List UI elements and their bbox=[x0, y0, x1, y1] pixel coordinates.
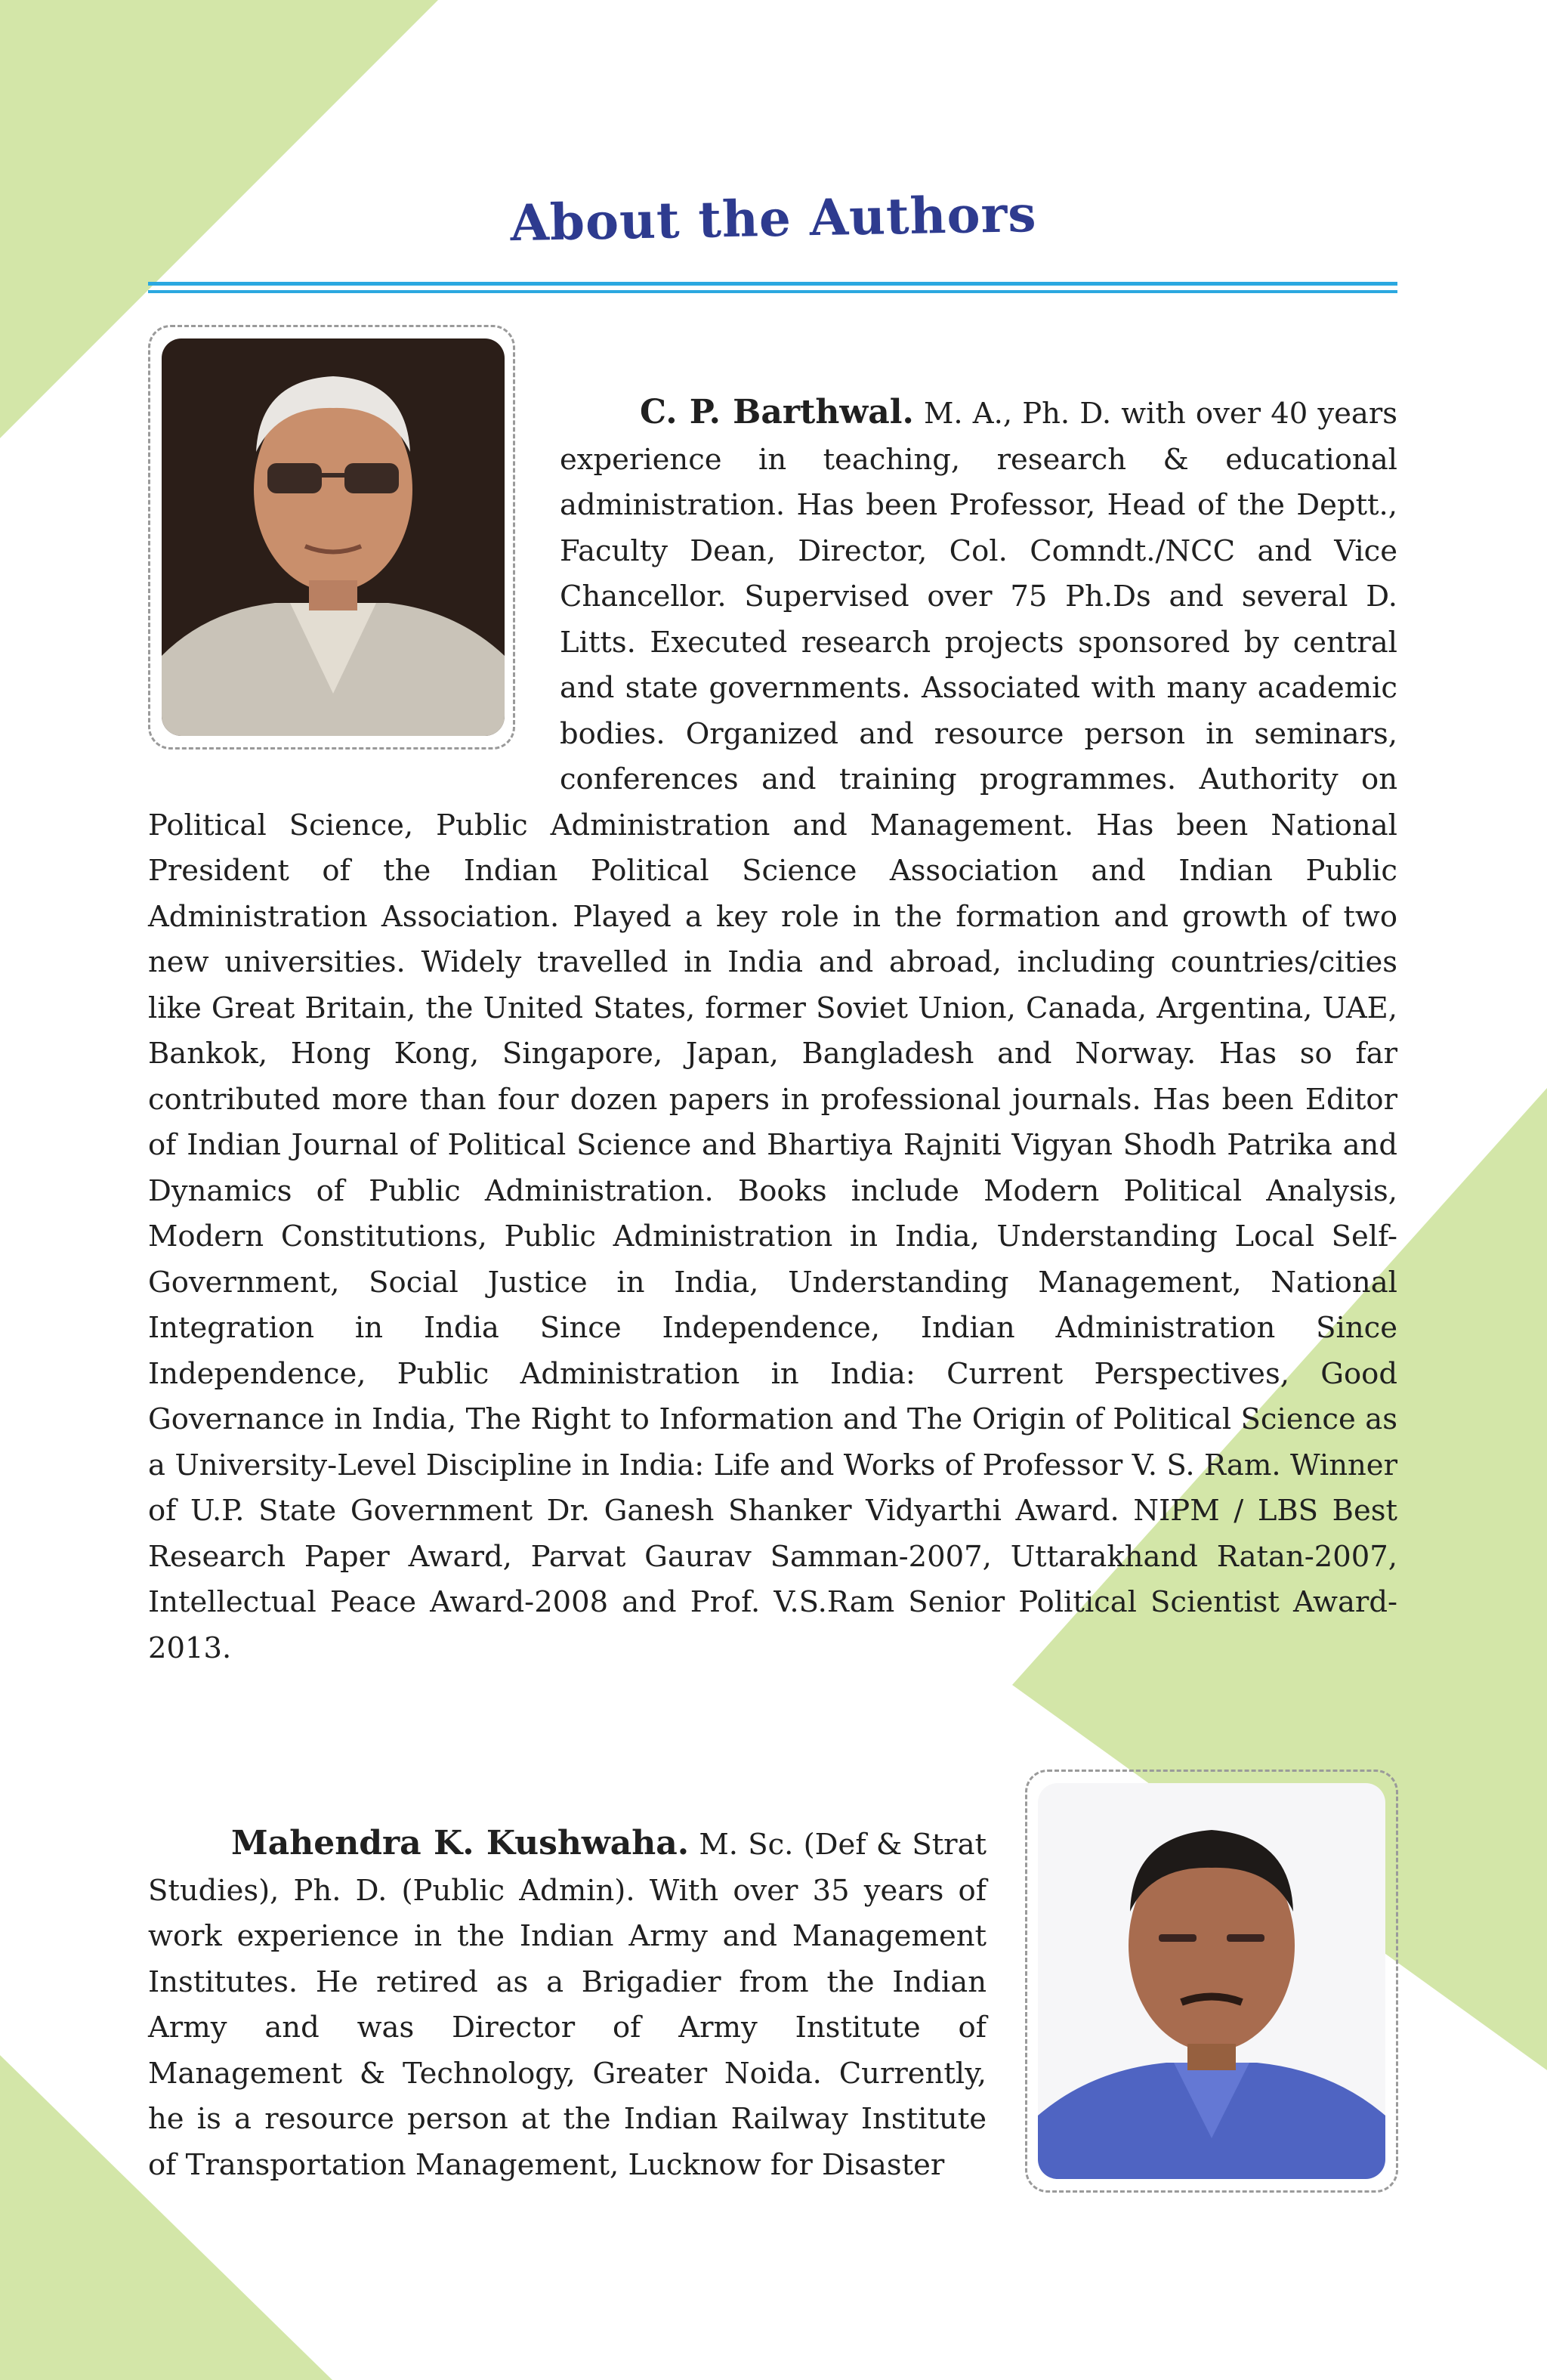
author-name: C. P. Barthwal. bbox=[640, 393, 914, 431]
page-title: About the Authors bbox=[509, 184, 1038, 253]
photo-wrap-space bbox=[148, 390, 560, 798]
portrait-photo bbox=[1038, 1783, 1385, 2179]
title-rule-bottom bbox=[148, 290, 1397, 293]
author-photo-kushwaha bbox=[1038, 1783, 1385, 2179]
author-name: Mahendra K. Kushwaha. bbox=[231, 1824, 690, 1862]
author-bio-text: M. A., Ph. D. with over 40 years experience in teaching, research & educational administration. Has been Professor, Head of the Deptt., Faculty Dean, Director, Col. Comndt./NCC and Vice Chancellor. Supervised over 75 Ph.Ds and several D. Litts. Executed research projects sponsored by central and state governments. Associated with many academic bodies. Organized and resource person in seminars, conferences and training programmes. Authority on Political Science, Public Administration and Management. Has been National President of the Indian Political Science Association and Indian Public Administration Association. Played a key role in the formation and growth of two new universities. Widely travelled in India and abroad, including countries/cities like Great Britain, the United States, former Soviet Union, Canada, Argentina, UAE, Bankok, Hong Kong, Singapore, Japan, Bangladesh and Norway. Has so far contributed more than four dozen papers in professional journals. Has been Editor of Indian Journal of Political Science and Bhartiya Rajniti Vigyan Shodh Patrika and Dynamics of Public Administration. Books include Modern Political Analysis, Modern Constitutions, Public Administration in India, Understanding Local Self-Government, Social Justice in India, Understanding Management, National Integration in India Since Independence, Indian Administration Since Independence, Public Administration in India: Current Perspectives, Good Governance in India, The Right to Information and The Origin of Political Science as a University-Level Discipline in India: Life and Works of Professor V. S. Ram. Winner of U.P. State Government Dr. Ganesh Shanker Vidyarthi Award. NIPM / LBS Best Research Paper Award, Parvat Gaurav Samman-2007, Uttarakhand Ratan-2007, Intellectual Peace Award-2008 and Prof. V.S.Ram Senior Political Scientist Award-2013. bbox=[148, 397, 1398, 1665]
author-bio-barthwal bbox=[148, 390, 1397, 1671]
author-bio-kushwaha bbox=[148, 1821, 987, 2188]
title-rule-top bbox=[148, 282, 1397, 286]
author-bio-text: M. Sc. (Def & Strat Studies), Ph. D. (Public Admin). With over 35 years of work experience in the Indian Army and Management Institutes. He retired as a Brigadier from the Indian Army and was Director of Army Institute of Management & Technology, Greater Noida. Currently, he is a resource person at the Indian Railway Institute of Transportation Management, Lucknow for Disaster bbox=[148, 1828, 987, 2182]
